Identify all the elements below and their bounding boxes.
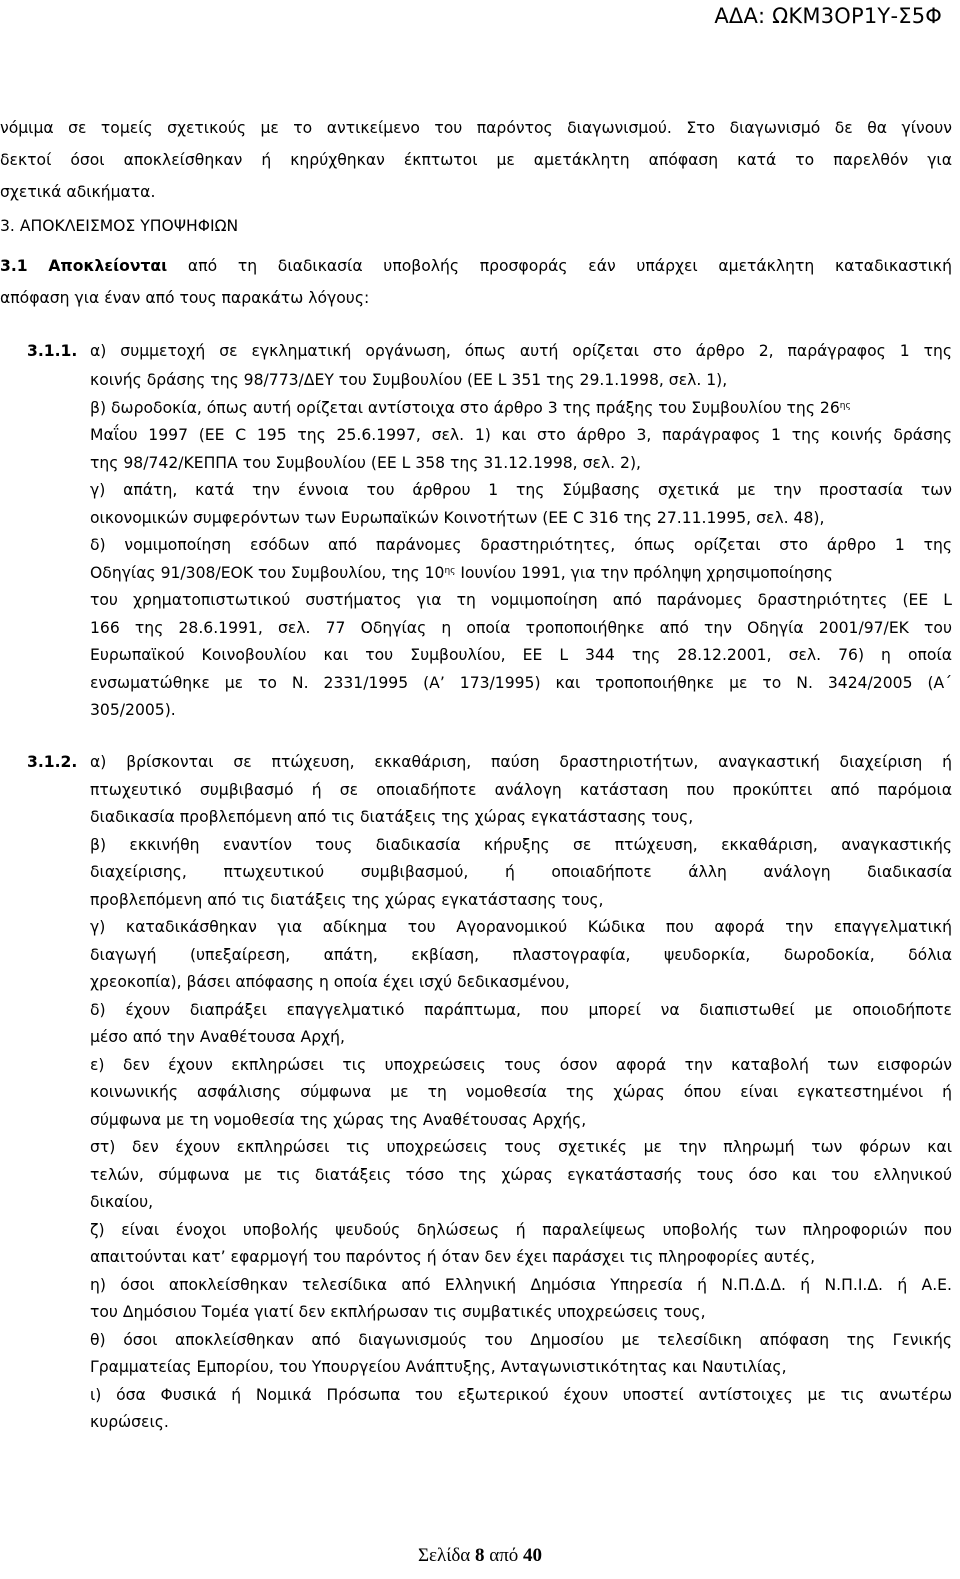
list-line: [90, 563, 952, 583]
list-line: στ) δεν έχουν εκπληρώσει τις υποχρεώσεις τους σχετικές με την πληρωμή των φόρων και: [90, 1138, 952, 1156]
list-line: κοινωνικής ασφάλισης σύμφωνα με τη νομοθεσία της χώρας όπου είναι εγκατεστημένοι ή: [90, 1083, 952, 1101]
list-line: χρεοκοπία), βάσει απόφασης η οποία έχει ισχύ δεδικασμένου,: [90, 973, 570, 991]
list-line: 305/2005).: [90, 701, 176, 719]
list-line: γ) καταδικάσθηκαν για αδίκημα του Αγορανομικού Κώδικα που αφορά την επαγγελματική: [90, 918, 952, 936]
list-line: Γραμματείας Εμπορίου, του Υπουργείου Ανάπτυξης, Ανταγωνιστικότητας και Ναυτιλίας,: [90, 1358, 787, 1376]
ordinal-sup: ης: [839, 401, 851, 411]
list-line: κυρώσεις.: [90, 1413, 169, 1431]
list-line: ενσωματώθηκε με το Ν. 2331/1995 (Α’ 173/1995) και τροποποιήθηκε με το Ν. 3424/2005 (Α΄: [90, 674, 952, 692]
list-line: προβλεπόμενη από τις διατάξεις της χώρας εγκατάστασης τους,: [90, 891, 604, 909]
list-line: ζ) είναι ένοχοι υποβολής ψευδούς δηλώσεως ή παραλείψεως υποβολής των πληροφοριών που: [90, 1221, 952, 1239]
list-line: γ) απάτη, κατά την έννοια του άρθρου 1 της Σύμβασης σχετικά με την προστασία των: [90, 481, 952, 499]
list-line: διαδικασία προβλεπόμενη από τις διατάξεις της χώρας εγκατάστασης τους,: [90, 808, 694, 826]
list-line: Μαΐου 1997 (ΕΕ C 195 της 25.6.1997, σελ. 1) και στο άρθρο 3, παράγραφος 1 της κοινής δράσης: [90, 426, 952, 444]
list-line: διαγωγή (υπεξαίρεση, απάτη, εκβίαση, πλαστογραφία, ψευδορκία, δωροδοκία, δόλια: [90, 946, 952, 964]
intro-line: δεκτοί όσοι αποκλείσθηκαν ή κηρύχθηκαν έκπτωτοι με αμετάκλητη απόφαση κατά το παρελθόν για: [0, 151, 952, 169]
list-line: κοινής δράσης της 98/773/ΔΕΥ του Συμβουλίου (ΕΕ L 351 της 29.1.1998, σελ. 1),: [90, 371, 728, 389]
list-line: α) βρίσκονται σε πτώχευση, εκκαθάριση, παύση δραστηριοτήτων, αναγκαστική διαχείριση ή: [90, 753, 952, 771]
list-line: του χρηματοπιστωτικού συστήματος για τη νομιμοποίηση από παράνομες δραστηριότητες (ΕΕ L: [90, 591, 952, 609]
line-text: Ιουνίου 1991, για την πρόληψη χρησιμοποίησης: [455, 564, 833, 582]
list-line: του Δημόσιου Τομέα γιατί δεν εκπλήρωσαν τις συμβατικές υποχρεώσεις τους,: [90, 1303, 706, 1321]
line-text: από τη διαδικασία υποβολής προσφοράς εάν υπάρχει αμετάκλητη καταδικαστική: [167, 257, 952, 275]
list-line: 166 της 28.6.1991, σελ. 77 Οδηγίας η οποία τροποποιήθηκε από την Οδηγία 2001/97/ΕΚ του: [90, 619, 952, 637]
subsection-3-1-line: απόφαση για έναν από τους παρακάτω λόγους:: [0, 289, 370, 307]
footer-prefix: Σελίδα: [417, 1545, 475, 1566]
list-line: πτωχευτικό συμβιβασμό ή σε οποιαδήποτε ανάλογη κατάσταση που προκύπτει από παρόμοια: [90, 781, 952, 799]
list-line: απαιτούνται κατ’ εφαρμογή του παρόντος ή όταν δεν έχει παράσχει τις πληροφορίες αυτές,: [90, 1248, 816, 1266]
footer-middle: από: [484, 1545, 524, 1566]
list-line: ι) όσα Φυσικά ή Νομικά Πρόσωπα του εξωτερικού έχουν υποστεί αντίστοιχες με τις ανωτέρω: [90, 1386, 952, 1404]
list-line: θ) όσοι αποκλείσθηκαν από διαγωνισμούς του Δημοσίου με τελεσίδικη απόφαση της Γενικής: [90, 1331, 952, 1349]
list-line: [90, 398, 851, 418]
list-line: μέσο από την Αναθέτουσα Αρχή,: [90, 1028, 345, 1046]
list-line: Ευρωπαϊκού Κοινοβουλίου και του Συμβουλίου, ΕΕ L 344 της 28.12.2001, σελ. 76) η οποία: [90, 646, 952, 664]
ada-code: ΑΔΑ: ΩΚΜ3ΟΡ1Υ-Σ5Φ: [714, 4, 942, 28]
bold-word: Αποκλείονται: [48, 257, 168, 275]
ordinal-sup: ης: [444, 566, 456, 576]
line-text: β) δωροδοκία, όπως αυτή ορίζεται αντίστοιχα στο άρθρο 3 της πράξης του Συμβουλίου της 26: [90, 399, 840, 417]
page-total: 40: [523, 1545, 543, 1566]
list-line: διαχείρισης, πτωχευτικού συμβιβασμού, ή οποιαδήποτε άλλη ανάλογη διαδικασία: [90, 863, 952, 881]
subsection-number: 3.1: [0, 257, 28, 275]
list-line: δικαίου,: [90, 1193, 154, 1211]
subsection-3-1-line: [0, 256, 952, 276]
line-text: Οδηγίας 91/308/ΕΟΚ του Συμβουλίου, της 10: [90, 564, 445, 582]
subsection-number: 3.1.2.: [27, 753, 78, 771]
page-number: 8: [474, 1545, 485, 1566]
list-line: α) συμμετοχή σε εγκληματική οργάνωση, όπως αυτή ορίζεται στο άρθρο 2, παράγραφος 1 της: [90, 342, 952, 360]
list-line: οικονομικών συμφερόντων των Ευρωπαϊκών Κοινοτήτων (ΕΕ C 316 της 27.11.1995, σελ. 48),: [90, 509, 825, 527]
subsection-number: 3.1.1.: [27, 342, 78, 360]
list-line: β) εκκινήθη εναντίον τους διαδικασία κήρυξης σε πτώχευση, εκκαθάριση, αναγκαστικής: [90, 836, 952, 854]
list-line: δ) έχουν διαπράξει επαγγελματικό παράπτωμα, που μπορεί να διαπιστωθεί με οποιοδήποτε: [90, 1001, 952, 1019]
list-line: της 98/742/ΚΕΠΠΑ του Συμβουλίου (ΕΕ L 358 της 31.12.1998, σελ. 2),: [90, 454, 641, 472]
intro-line: νόμιμα σε τομείς σχετικούς με το αντικείμενο του παρόντος διαγωνισμού. Στο διαγωνισμό δε θα γίνουν: [0, 119, 952, 137]
list-line: δ) νομιμοποίηση εσόδων από παράνομες δραστηριότητες, όπως ορίζεται στο άρθρο 1 της: [90, 536, 952, 554]
list-line: ε) δεν έχουν εκπληρώσει τις υποχρεώσεις τους όσον αφορά την καταβολή των εισφορών: [90, 1056, 952, 1074]
list-line: τελών, σύμφωνα με τις διατάξεις τόσο της χώρας εγκατάστασής τους όσο και του ελληνικού: [90, 1166, 952, 1184]
list-line: σύμφωνα με τη νομοθεσία της χώρας της Αναθέτουσας Αρχής,: [90, 1111, 587, 1129]
intro-line: σχετικά αδικήματα.: [0, 183, 156, 201]
page-footer: [0, 1545, 960, 1567]
section-heading: 3. ΑΠΟΚΛΕΙΣΜΟΣ ΥΠΟΨΗΦΙΩΝ: [0, 217, 239, 235]
list-line: η) όσοι αποκλείσθηκαν τελεσίδικα από Ελληνική Δημόσια Υπηρεσία ή Ν.Π.Δ.Δ. ή Ν.Π.Ι.Δ. ή Α.Ε.: [90, 1276, 952, 1294]
